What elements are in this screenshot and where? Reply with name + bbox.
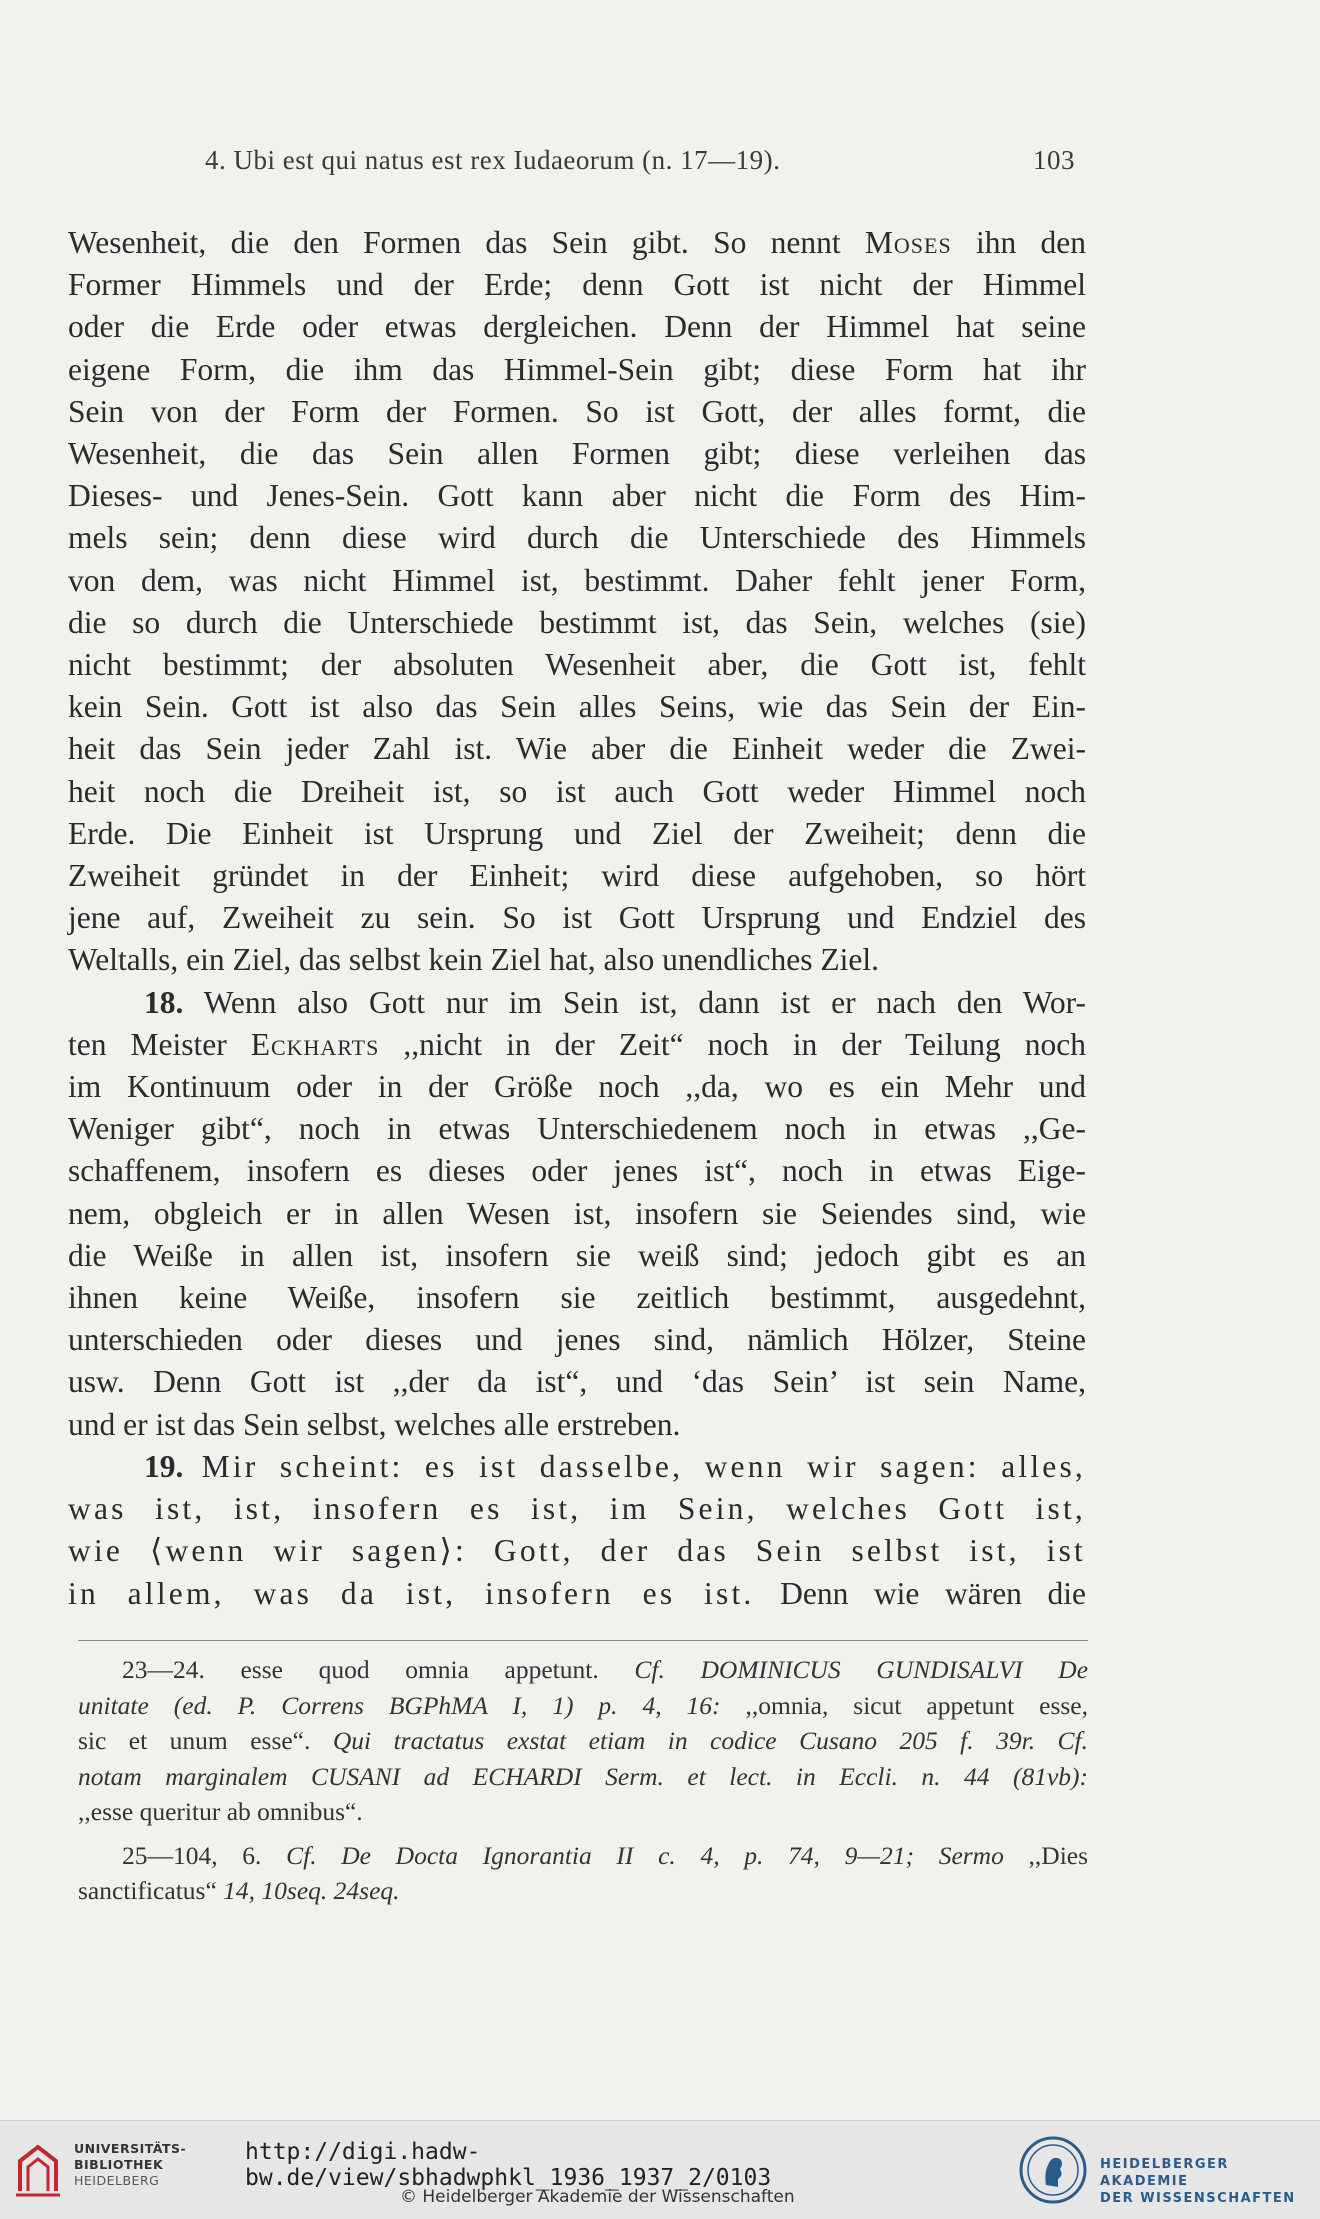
footnote-line: unitate (ed. P. Correns BGPhMA I, 1) p. 4, 16: ,,omnia, sicut appetunt esse, bbox=[78, 1690, 1088, 1720]
paragraph-19-start: 19. Mir scheint: es ist dasselbe, wenn wir sagen: alles, bbox=[144, 1448, 1086, 1484]
main-text bbox=[68, 222, 1086, 1615]
text-line: und er ist das Sein selbst, welches alle erstreben. bbox=[68, 1406, 681, 1442]
text-line: im Kontinuum oder in der Größe noch ,,da, wo es ein Mehr und bbox=[68, 1069, 1086, 1105]
text-line: schaffenem, insofern es dieses oder jenes ist“, noch in etwas Eige- bbox=[68, 1153, 1086, 1189]
text-line: Wesenheit, die das Sein allen Formen gibt; diese verleihen das bbox=[68, 436, 1086, 472]
running-head-title: 4. Ubi est qui natus est rex Iudaeorum (n. 17—19). bbox=[205, 145, 781, 175]
text-line: Weltalls, ein Ziel, das selbst kein Ziel hat, also unendliches Ziel. bbox=[68, 942, 880, 978]
footnote-line: sanctificatus“ 14, 10seq. 24seq. bbox=[78, 1876, 400, 1905]
name-eckharts: Eckharts bbox=[250, 1026, 380, 1062]
text-line: oder die Erde oder etwas dergleichen. Denn der Himmel hat seine bbox=[68, 309, 1086, 345]
text-line: wie ⟨wenn wir sagen⟩: Gott, der das Sein selbst ist, ist bbox=[68, 1533, 1086, 1569]
viewer-footer bbox=[0, 2120, 1320, 2219]
footnote-line: 23—24. esse quod omnia appetunt. Cf. DOMINICUS GUNDISALVI De bbox=[122, 1655, 1089, 1684]
text-line: eigene Form, die ihm das Himmel-Sein gibt; diese Form hat ihr bbox=[68, 351, 1086, 387]
text-line: Erde. Die Einheit ist Ursprung und Ziel der Zweiheit; denn die bbox=[68, 815, 1086, 851]
footnote-line: ,,esse queritur ab omnibus“. bbox=[78, 1797, 363, 1826]
footnote-line: 25—104, 6. Cf. De Docta Ignorantia II c. 4, p. 74, 9—21; Sermo ,,Dies bbox=[122, 1840, 1089, 1870]
text-line: von dem, was nicht Himmel ist, bestimmt. Daher fehlt jener Form, bbox=[68, 562, 1086, 598]
text-line: Dieses- und Jenes-Sein. Gott kann aber nicht die Form des Him- bbox=[68, 478, 1086, 514]
footnote-line: sic et unum esse“. Qui tractatus exstat etiam in codice Cusano 205 f. 39r. Cf. bbox=[78, 1726, 1088, 1755]
text-line: die so durch die Unterschiede bestimmt ist, das Sein, welches (sie) bbox=[68, 604, 1086, 640]
text-line: die Weiße in allen ist, insofern sie weiß sind; jedoch gibt es an bbox=[68, 1237, 1086, 1273]
text-line: nem, obgleich er in allen Wesen ist, insofern sie Seiendes sind, wie bbox=[68, 1195, 1086, 1231]
paragraph-number: 19. bbox=[144, 1448, 184, 1484]
footnote bbox=[78, 1652, 1088, 1830]
paragraph-18-start: 18. Wenn also Gott nur im Sein ist, dann ist er nach den Wor- bbox=[144, 984, 1086, 1020]
text-line: heit das Sein jeder Zahl ist. Wie aber die Einheit weder die Zwei- bbox=[68, 731, 1086, 767]
paragraph-number: 18. bbox=[144, 984, 184, 1020]
text-line: usw. Denn Gott ist ,,der da ist“, und ‘das Sein’ ist sein Name, bbox=[68, 1364, 1086, 1400]
text-line: was ist, ist, insofern es ist, im Sein, welches Gott ist, bbox=[68, 1491, 1086, 1527]
text-line: Wesenheit, die den Formen das Sein gibt. So nennt Moses ihn den bbox=[68, 225, 1086, 260]
text-line: Sein von der Form der Formen. So ist Gott, der alles formt, die bbox=[68, 393, 1086, 429]
text-line: kein Sein. Gott ist also das Sein alles Seins, wie das Sein der Ein- bbox=[68, 689, 1086, 725]
text-line: in allem, was da ist, insofern es ist. Denn wie wären die bbox=[68, 1575, 1086, 1611]
copyright-notice: © Heidelberger Akademie der Wissenschaften bbox=[400, 2187, 795, 2207]
footnote-divider bbox=[78, 1640, 1088, 1641]
footnotes bbox=[78, 1652, 1088, 1917]
permalink-url[interactable]: http://digi.hadw-bw.de/view/sbhadwphkl_1936_1937_2/0103 bbox=[245, 2139, 772, 2191]
footnote bbox=[78, 1838, 1088, 1909]
text-line: heit noch die Dreiheit ist, so ist auch Gott weder Himmel noch bbox=[68, 773, 1086, 809]
page-number: 103 bbox=[1033, 145, 1075, 175]
text-line: ihnen keine Weiße, insofern sie zeitlich bestimmt, ausgedehnt, bbox=[68, 1280, 1086, 1316]
academy-logo-icon[interactable] bbox=[1018, 2135, 1088, 2205]
university-library-name: UNIVERSITÄTS- BIBLIOTHEK HEIDELBERG bbox=[74, 2141, 187, 2188]
academy-name: HEIDELBERGER AKADEMIE DER WISSENSCHAFTEN bbox=[1100, 2157, 1296, 2206]
text-line: mels sein; denn diese wird durch die Unterschiede des Himmels bbox=[68, 520, 1086, 556]
text-line: nicht bestimmt; der absoluten Wesenheit aber, die Gott ist, fehlt bbox=[68, 647, 1086, 683]
text-line: ten Meister Eckharts ,,nicht in der Zeit“ noch in der Teilung noch bbox=[68, 1026, 1086, 1062]
text-line: Weniger gibt“, noch in etwas Unterschiedenem noch in etwas ,,Ge- bbox=[68, 1111, 1086, 1147]
text-line: unterschieden oder dieses und jenes sind, nämlich Hölzer, Steine bbox=[68, 1322, 1086, 1358]
university-library-logo-icon[interactable] bbox=[14, 2139, 62, 2201]
text-line: Former Himmels und der Erde; denn Gott ist nicht der Himmel bbox=[68, 267, 1086, 303]
footnote-line: notam marginalem CUSANI ad ECHARDI Serm. et lect. in Eccli. n. 44 (81vb): bbox=[78, 1761, 1088, 1791]
text-line: jene auf, Zweiheit zu sein. So ist Gott Ursprung und Endziel des bbox=[68, 900, 1086, 936]
name-moses: Moses bbox=[864, 225, 952, 260]
text-line: Zweiheit gründet in der Einheit; wird diese aufgehoben, so hört bbox=[68, 858, 1086, 894]
